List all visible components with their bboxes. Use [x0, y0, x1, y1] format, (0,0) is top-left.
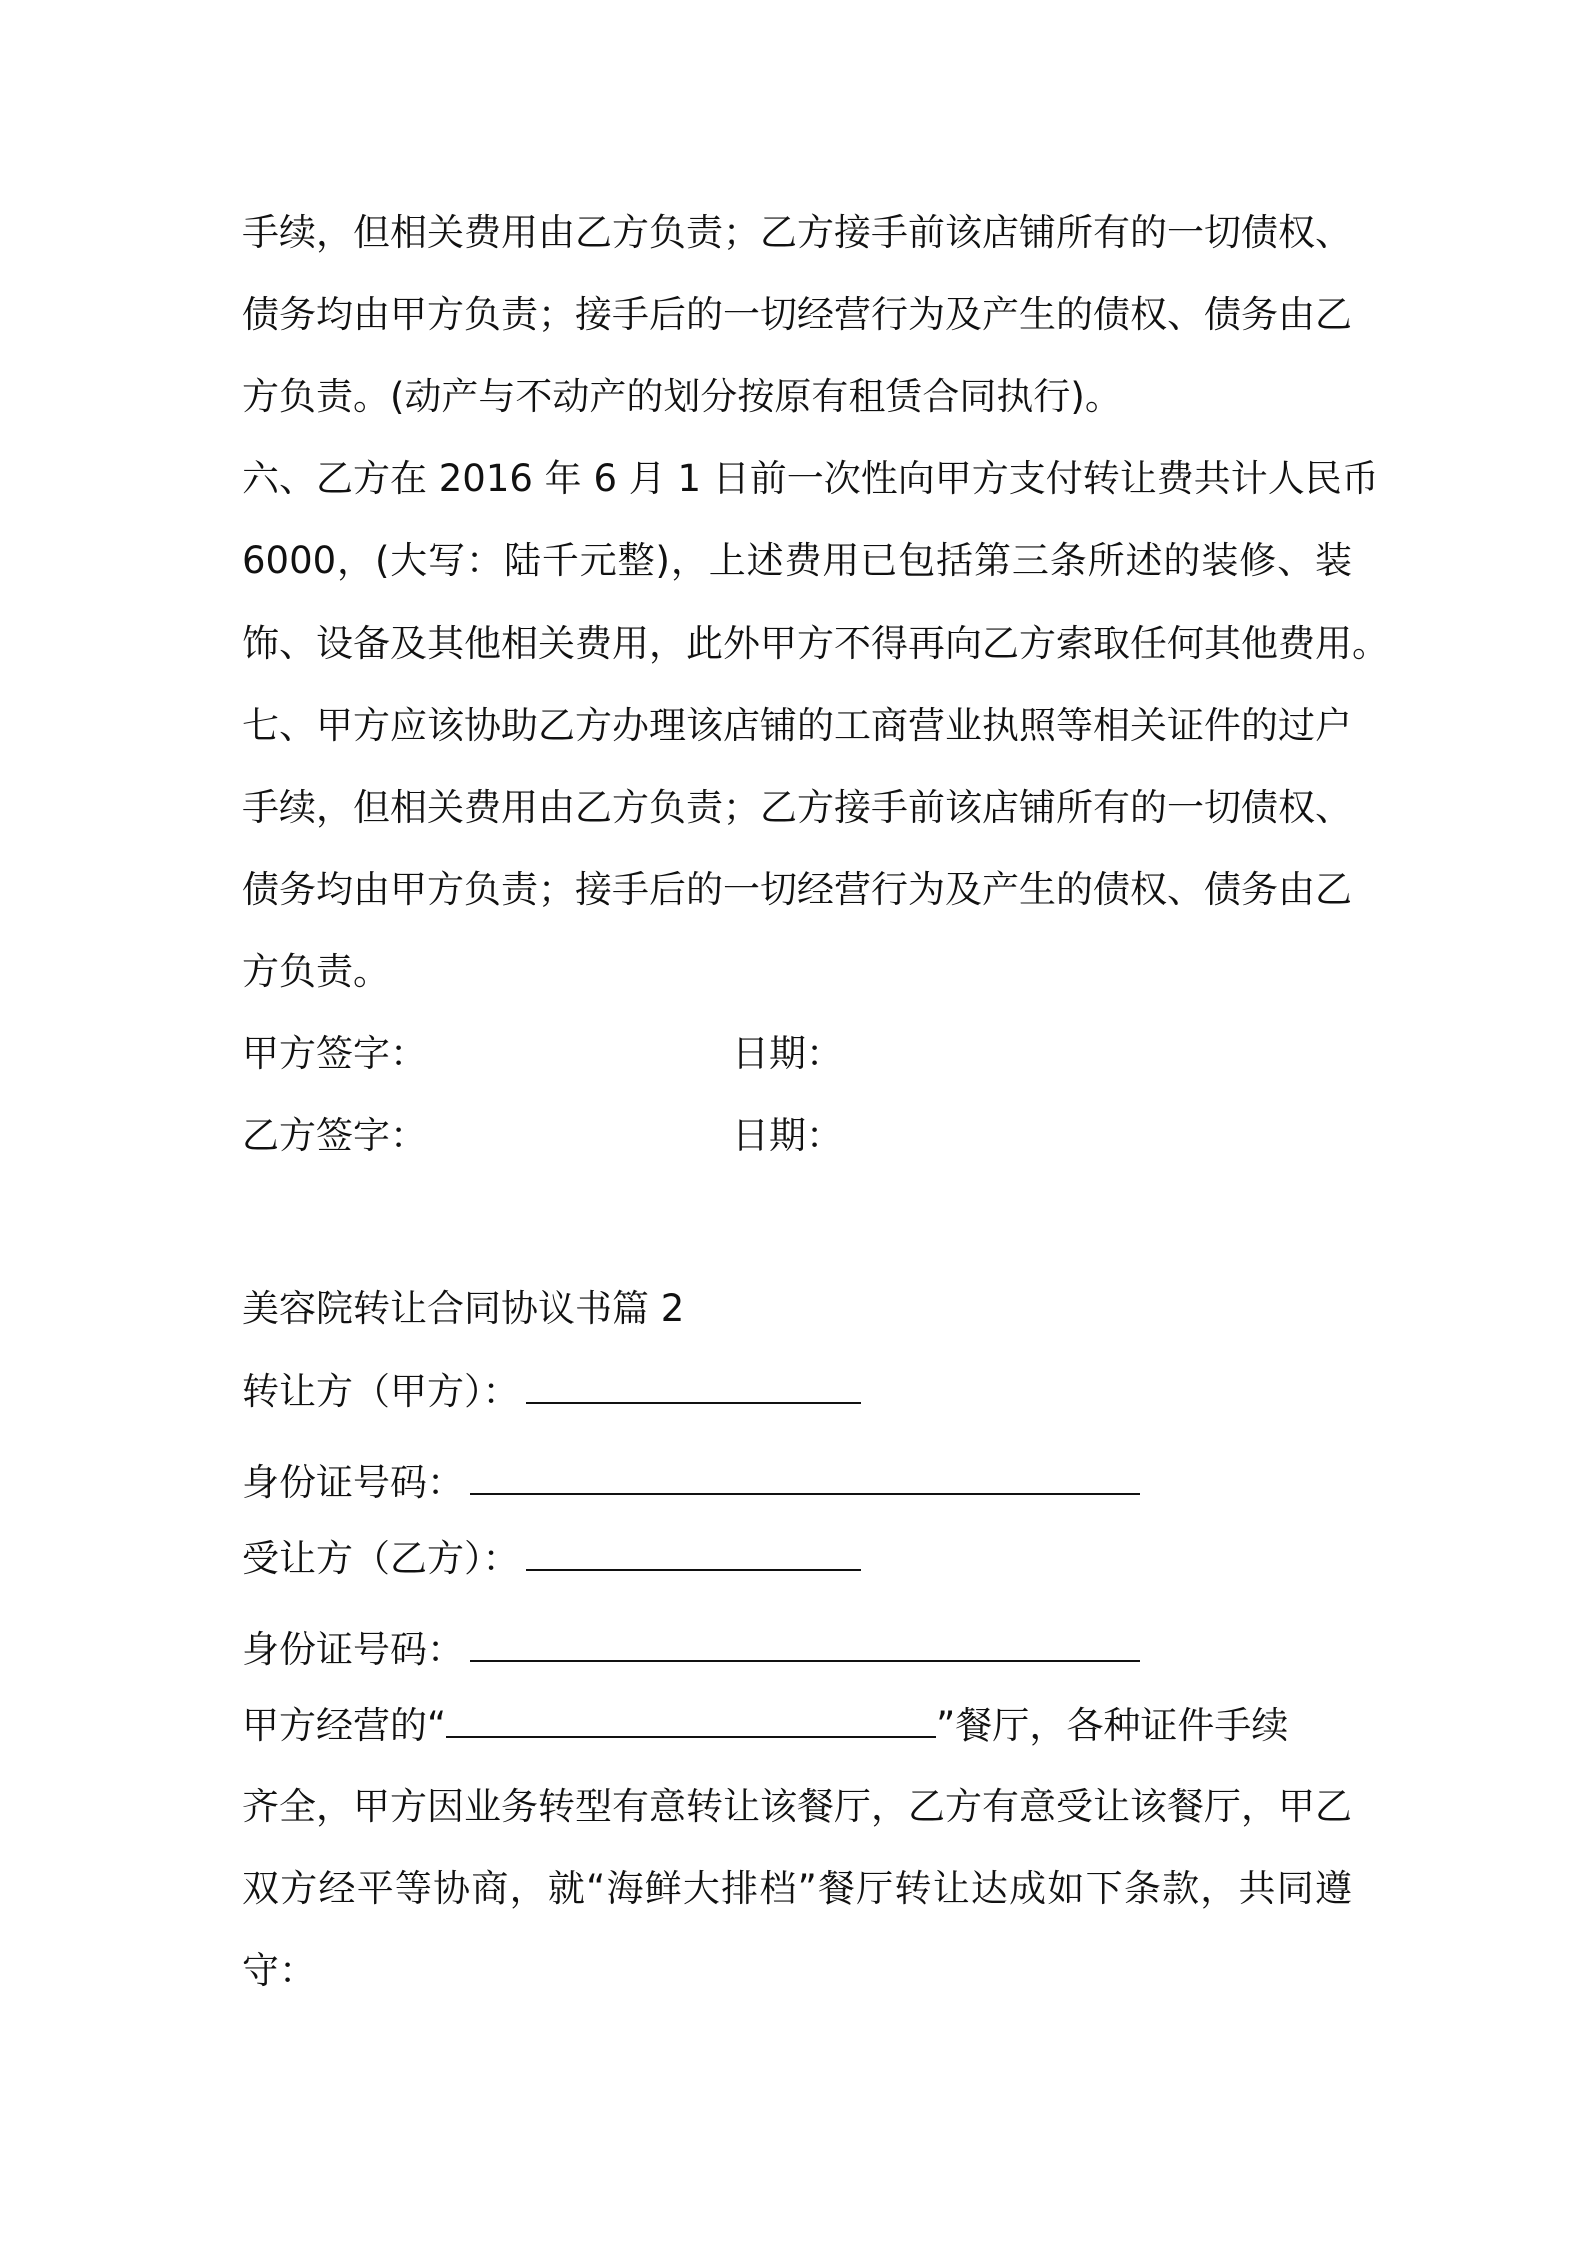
id-label-2: 身份证号码： — [242, 1628, 464, 1671]
restaurant-prefix: 甲方经营的“ — [242, 1704, 447, 1747]
id-blank-1[interactable] — [470, 1463, 1140, 1495]
paragraph-line: 方负责。 — [242, 950, 390, 993]
party-a-signature-label: 甲方签字： — [242, 1032, 427, 1075]
restaurant-row — [242, 1704, 1289, 1747]
id-label-1: 身份证号码： — [242, 1461, 464, 1504]
paragraph-line: 守： — [242, 1949, 316, 1992]
id-row-1 — [242, 1461, 1140, 1504]
paragraph-line: 方负责。(动产与不动产的划分按原有租赁合同执行)。 — [242, 375, 1122, 418]
transferee-label: 受让方（乙方）： — [242, 1537, 520, 1580]
transferee-blank[interactable] — [526, 1539, 861, 1571]
date-b-label: 日期： — [732, 1114, 843, 1157]
signature-row-a — [242, 1032, 427, 1075]
restaurant-suffix: ”餐厅，各种证件手续 — [936, 1704, 1289, 1747]
paragraph-line: 齐全，甲方因业务转型有意转让该餐厅，乙方有意受让该餐厅，甲乙 — [242, 1785, 1352, 1828]
signature-row-b — [242, 1114, 427, 1157]
paragraph-line: 债务均由甲方负责；接手后的一切经营行为及产生的债权、债务由乙 — [242, 293, 1352, 336]
paragraph-line: 债务均由甲方负责；接手后的一切经营行为及产生的债权、债务由乙 — [242, 868, 1352, 911]
transferor-blank[interactable] — [526, 1372, 861, 1404]
restaurant-name-blank[interactable] — [446, 1706, 936, 1738]
clause-seven-line: 七、甲方应该协助乙方办理该店铺的工商营业执照等相关证件的过户 — [242, 704, 1352, 747]
id-row-2 — [242, 1628, 1140, 1671]
paragraph-line: 6000，(大写：陆千元整)，上述费用已包括第三条所述的装修、装 — [242, 539, 1352, 582]
paragraph-line: 手续，但相关费用由乙方负责；乙方接手前该店铺所有的一切债权、 — [242, 786, 1352, 829]
transferor-row — [242, 1370, 861, 1413]
id-blank-2[interactable] — [470, 1630, 1140, 1662]
paragraph-line: 手续，但相关费用由乙方负责；乙方接手前该店铺所有的一切债权、 — [242, 211, 1352, 254]
paragraph-line: 双方经平等协商，就“海鲜大排档”餐厅转让达成如下条款，共同遵 — [242, 1867, 1352, 1910]
paragraph-line: 饰、设备及其他相关费用，此外甲方不得再向乙方索取任何其他费用。 — [242, 622, 1389, 665]
section-title: 美容院转让合同协议书篇 2 — [242, 1287, 685, 1330]
transferee-row — [242, 1537, 861, 1580]
date-a-label: 日期： — [732, 1032, 843, 1075]
clause-six-line: 六、乙方在 2016 年 6 月 1 日前一次性向甲方支付转让费共计人民币 — [242, 457, 1379, 500]
party-b-signature-label: 乙方签字： — [242, 1114, 427, 1157]
transferor-label: 转让方（甲方）： — [242, 1370, 520, 1413]
